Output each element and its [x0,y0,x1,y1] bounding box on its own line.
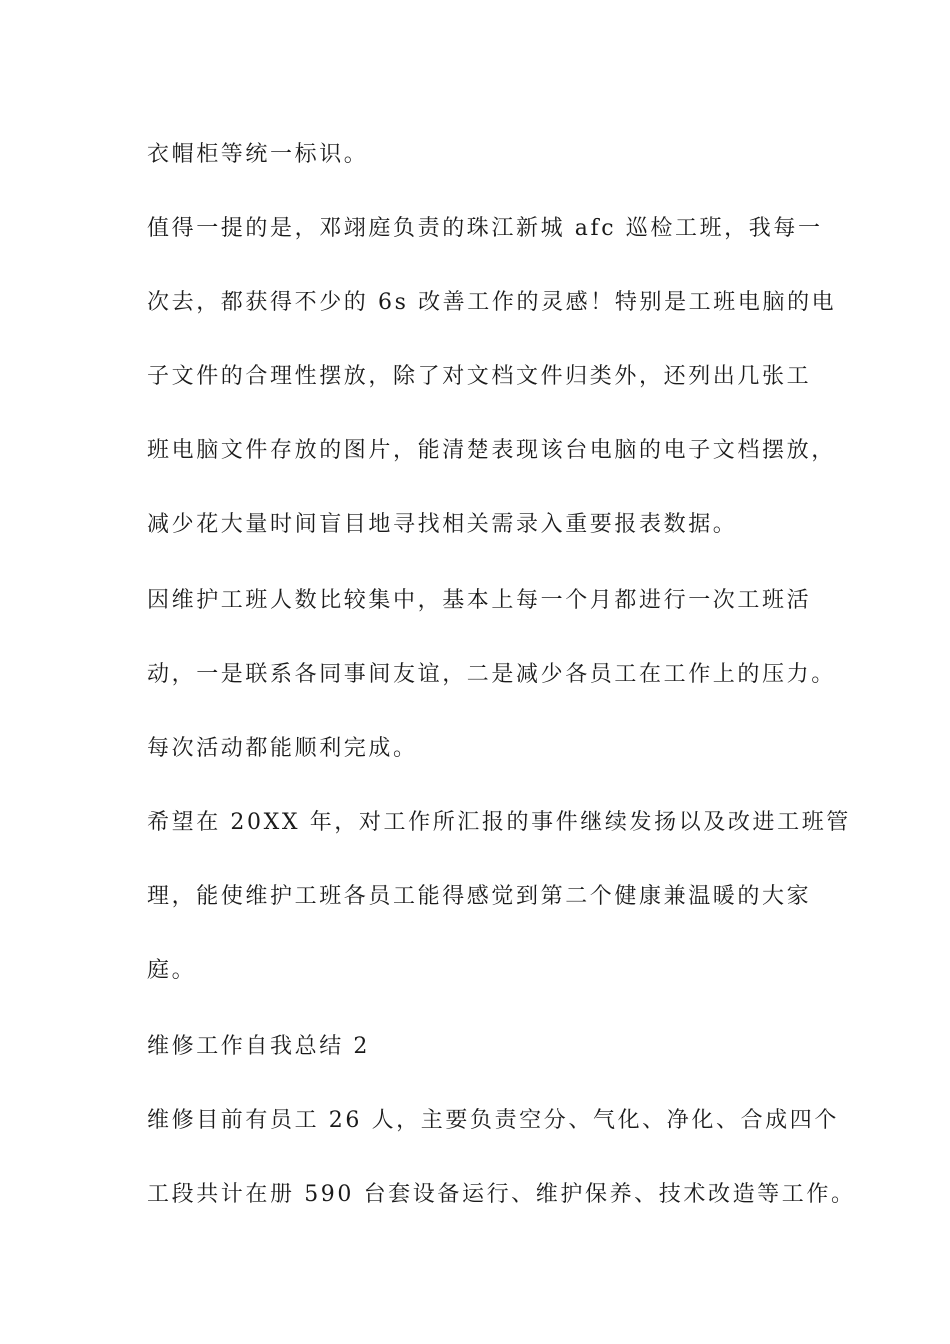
text-line: 每次活动都能顺利完成。 [147,736,418,761]
text-line: 值得一提的是，邓翊庭负责的珠江新城 afc 巡检工班，我每一 [147,216,823,241]
text-line: 子文件的合理性摆放，除了对文档文件归类外，还列出几张工 [147,364,812,389]
text-line: 因维护工班人数比较集中，基本上每一个月都进行一次工班活 [147,588,812,613]
text-line: 减少花大量时间盲目地寻找相关需录入重要报表数据。 [147,512,738,537]
text-line: 希望在 20XX 年，对工作所汇报的事件继续发扬以及改进工班管 [147,810,851,835]
text-line: 维修目前有员工 26 人，主要负责空分、气化、净化、合成四个 [147,1108,839,1133]
text-line: 理，能使维护工班各员工能得感觉到第二个健康兼温暖的大家 [147,884,812,909]
text-line: 次去，都获得不少的 6s 改善工作的灵感！特别是工班电脑的电 [147,290,837,315]
text-line: 工段共计在册 590 台套设备运行、维护保养、技术改造等工作。 [147,1182,856,1207]
text-line: 庭。 [147,958,197,983]
text-line: 班电脑文件存放的图片，能清楚表现该台电脑的电子文档摆放， [147,438,836,463]
section-heading: 维修工作自我总结 2 [147,1034,370,1059]
text-line: 衣帽柜等统一标识。 [147,142,369,167]
text-line: 动，一是联系各同事间友谊，二是减少各员工在工作上的压力。 [147,662,836,687]
